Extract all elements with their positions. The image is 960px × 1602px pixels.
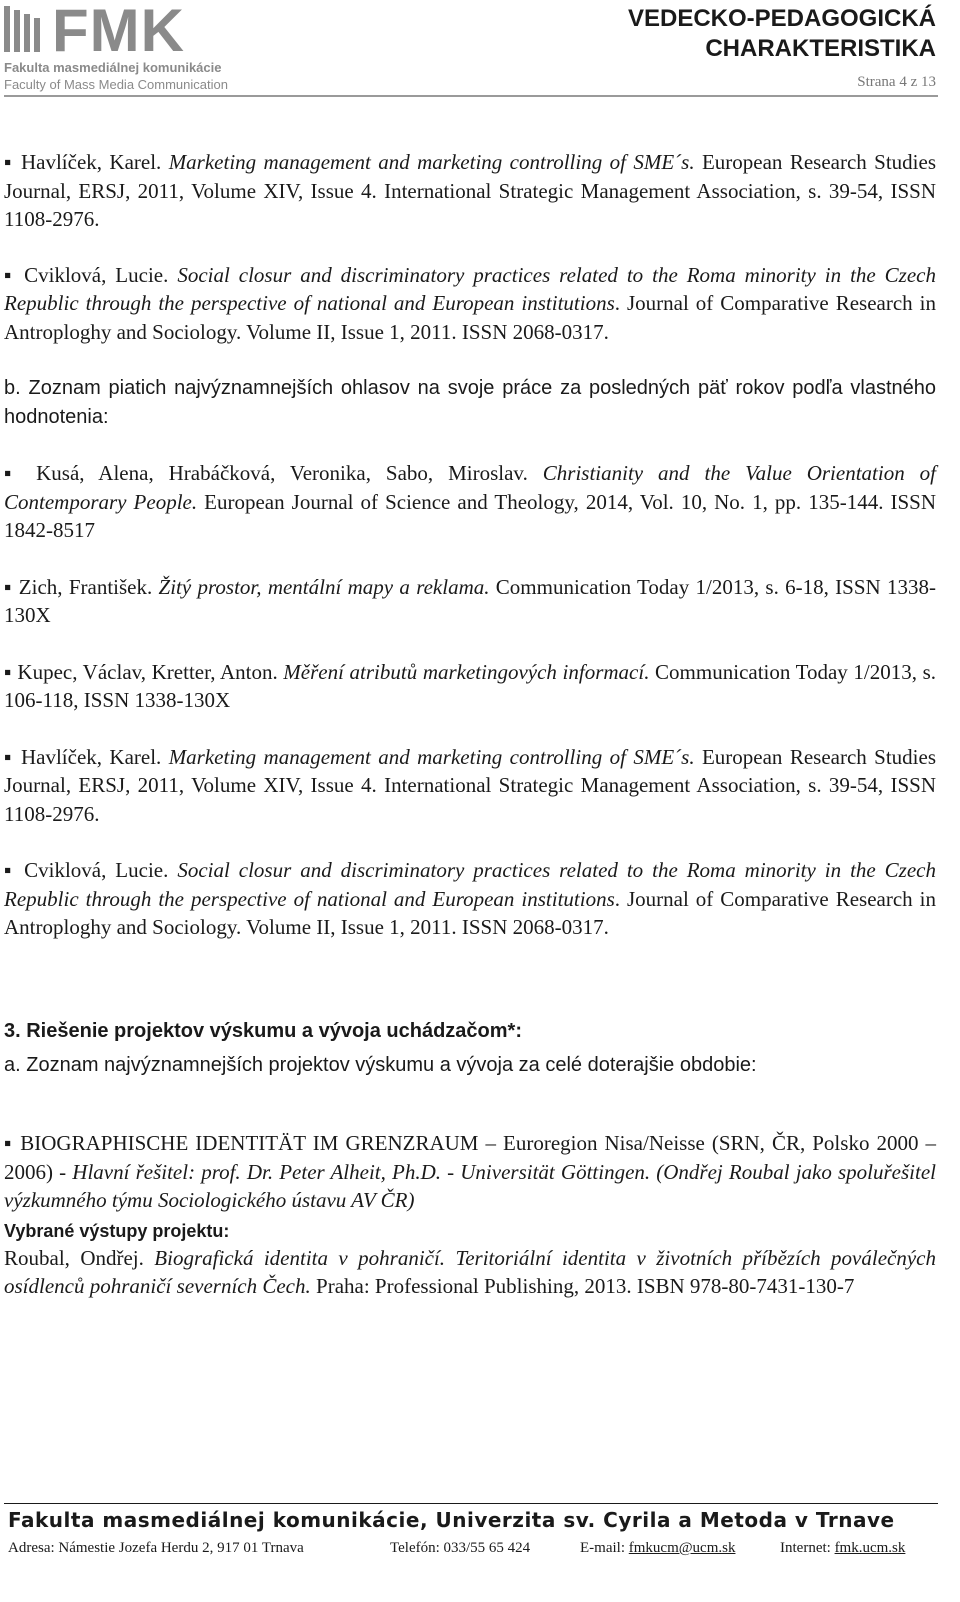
email-link[interactable]: fmkucm@ucm.sk bbox=[628, 1540, 736, 1556]
footer-web bbox=[780, 1540, 905, 1557]
section-3a-heading: a. Zoznam najvýznamnejších projektov výskumu a vývoja za celé doterajšie obdobie: bbox=[4, 1053, 757, 1076]
email-label: E-mail: bbox=[580, 1540, 629, 1556]
project-entry bbox=[4, 1129, 936, 1215]
bullet-icon: ▪ bbox=[4, 262, 16, 287]
bullet-icon: ▪ bbox=[4, 461, 22, 485]
citation-source: Communication Today 1/2013, s. 6-18, ISSN 1338-130X bbox=[4, 574, 936, 627]
document-title bbox=[628, 4, 936, 64]
footer-email bbox=[580, 1540, 735, 1557]
citation-author: Zich, František. bbox=[12, 574, 159, 599]
citation-entry bbox=[4, 459, 936, 545]
citation-source: European Research Studies Journal, ERSJ, 2011, Volume XIV, Issue 4. International Strategic Management Association, s. 39-54, ISSN 1108-2976. bbox=[4, 744, 936, 826]
section-b-heading: b. Zoznam piatich najvýznamnejších ohlasov na svoje práce za posledných päť rokov podľa vlastného hodnotenia: bbox=[4, 377, 936, 428]
footer-divider bbox=[4, 1503, 938, 1504]
bullet-icon: ▪ bbox=[4, 659, 12, 684]
section-3-heading: 3. Riešenie projektov výskumu a vývoja uchádzačom*: bbox=[4, 1019, 522, 1042]
title-line-1: VEDECKO-PEDAGOGICKÁ bbox=[627, 5, 936, 32]
footer-address: Adresa: Námestie Jozefa Herdu 2, 917 01 Trnava bbox=[8, 1540, 304, 1556]
bullet-icon: ▪ bbox=[4, 744, 14, 769]
document-body bbox=[4, 148, 936, 1301]
title-line-2: CHARAKTERISTIKA bbox=[705, 35, 936, 62]
citation-title: Social closur and discriminatory practices related to the Roma minority in the Czech Republic through the perspective of national and European institutions bbox=[4, 262, 936, 315]
citation-entry bbox=[4, 658, 936, 715]
citation-source: . Journal of Comparative Research in Antroploghy and Sociology. Volume II, Issue 1, 2011. ISSN 2068-0317. bbox=[4, 291, 936, 344]
fmk-logo bbox=[4, 0, 244, 94]
bullet-icon: ▪ bbox=[4, 574, 13, 599]
citation-author: Kupec, Václav, Kretter, Anton. bbox=[11, 659, 284, 684]
citation-source: Communication Today 1/2013, s. 106-118, ISSN 1338-130X bbox=[4, 659, 936, 712]
page-header bbox=[0, 0, 960, 100]
citation-source: European Research Studies Journal, ERSJ, 2011, Volume XIV, Issue 4. International Strategic Management Association, s. 39-54, ISSN 1108-2976. bbox=[4, 150, 936, 231]
output-source: Praha: Professional Publishing, 2013. ISBN 978-80-7431-130-7 bbox=[310, 1274, 855, 1298]
logo-bars-icon bbox=[4, 6, 44, 52]
footer-institution: Fakulta masmediálnej komunikácie, Univerzita sv. Cyrila a Metoda v Trnave bbox=[8, 1508, 895, 1532]
citation-entry bbox=[4, 573, 936, 630]
web-label: Internet: bbox=[780, 1540, 835, 1556]
bullet-icon: ▪ bbox=[4, 150, 14, 174]
bullet-icon: ▪ bbox=[4, 1131, 14, 1155]
logo-faculty-sk: Fakulta masmediálnej komunikácie bbox=[4, 60, 222, 75]
logo-mark: FMK bbox=[52, 0, 185, 64]
header-divider bbox=[4, 95, 938, 97]
citation-entry bbox=[4, 856, 936, 942]
citation-author: Havlíček, Karel. bbox=[13, 150, 169, 174]
project-title: BIOGRAPHISCHE IDENTITÄT IM GRENZRAUM – Euroregion Nisa/Neisse (SRN, ČR, Polsko 2000 – 2006) - bbox=[4, 1131, 936, 1184]
citation-title: Měření atributů marketingových informací. bbox=[283, 659, 650, 684]
citation-title: Christianity and the Value Orientation of Contemporary People. bbox=[4, 461, 936, 514]
project-lead: Hlavní řešitel: prof. Dr. Peter Alheit, Ph.D. - Universität Göttingen. (Ondřej Roubal jako spoluřešitel výzkumného týmu Sociologického ústavu AV ČR) bbox=[4, 1159, 936, 1212]
citation-author: Havlíček, Karel. bbox=[13, 744, 169, 769]
citation-title: Marketing management and marketing controlling of SME´s. bbox=[168, 150, 695, 174]
citation-entry bbox=[4, 743, 936, 829]
footer-phone: Telefón: 033/55 65 424 bbox=[390, 1540, 531, 1556]
citation-author: Cviklová, Lucie. bbox=[15, 858, 178, 882]
web-link[interactable]: fmk.ucm.sk bbox=[834, 1540, 906, 1556]
logo-faculty-en: Faculty of Mass Media Communication bbox=[4, 77, 228, 92]
page-number: Strana 4 z 13 bbox=[857, 74, 936, 90]
bullet-icon: ▪ bbox=[4, 858, 16, 882]
citation-entry bbox=[4, 148, 936, 234]
citation-author: Kusá, Alena, Hrabáčková, Veronika, Sabo, Miroslav. bbox=[21, 461, 543, 485]
project-outputs-label: Vybrané výstupy projektu: bbox=[4, 1220, 230, 1241]
output-title: Biografická identita v pohraničí. Teritoriální identita v životních příbězích poválečných osídlenců pohraničí severních Čech. bbox=[4, 1245, 936, 1298]
output-author: Roubal, Ondřej. bbox=[4, 1245, 155, 1270]
project-output bbox=[4, 1244, 936, 1301]
citation-title: Marketing management and marketing controlling of SME´s. bbox=[168, 744, 695, 769]
citation-source: . Journal of Comparative Research in Antroploghy and Sociology. Volume II, Issue 1, 2011. ISSN 2068-0317. bbox=[4, 886, 936, 939]
citation-title: Žitý prostor, mentální mapy a reklama. bbox=[158, 574, 490, 599]
citation-author: Cviklová, Lucie. bbox=[15, 262, 178, 287]
citation-entry bbox=[4, 261, 936, 347]
citation-source: European Journal of Science and Theology, 2014, Vol. 10, No. 1, pp. 135-144. ISSN 1842-8517 bbox=[4, 489, 937, 542]
citation-title: Social closur and discriminatory practices related to the Roma minority in the Czech Republic through the perspective of national and European institutions bbox=[4, 858, 936, 911]
